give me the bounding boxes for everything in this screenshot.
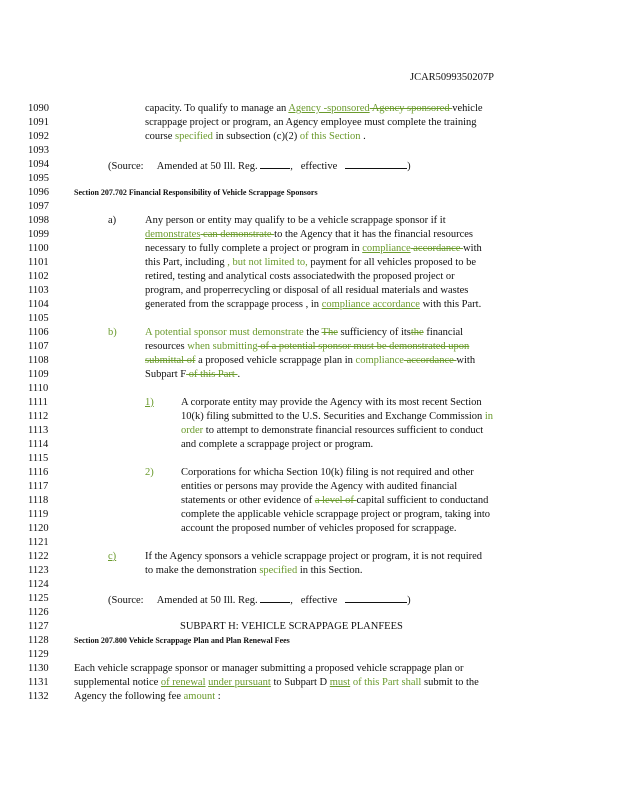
text-line-1092: course specified in subsection (c)(2) of this Section . xyxy=(145,131,366,142)
line-number: 1128 xyxy=(28,635,49,646)
text-line-1107: resources when submitting of a potential sponsor must be demonstrated upon xyxy=(145,341,470,352)
line-number: 1090 xyxy=(28,103,49,114)
text-line-1114: and complete a scrappage project or program. xyxy=(181,439,374,450)
text-line-1091: scrappage project or program, an Agency employee must complete the training xyxy=(145,117,477,128)
deleted-text: of a potential sponsor must be demonstrated upon xyxy=(257,341,470,352)
line-number: 1098 xyxy=(28,215,49,226)
line-number: 1099 xyxy=(28,229,49,240)
inserted-text: specified xyxy=(259,565,298,576)
line-number: 1097 xyxy=(28,201,49,212)
inserted-text: demonstrates xyxy=(145,229,201,240)
text-line-1118: statements or other evidence of a level of capital sufficient to conductand xyxy=(181,495,489,506)
deleted-text: of this Part xyxy=(186,369,238,380)
item-label-2: 2) xyxy=(145,467,154,478)
line-number: 1096 xyxy=(28,187,49,198)
subpart-heading-h: SUBPART H: VEHICLE SCRAPPAGE PLANFEES xyxy=(180,621,403,632)
line-number: 1131 xyxy=(28,677,49,688)
inserted-text: under pursuant xyxy=(208,677,271,688)
line-number: 1123 xyxy=(28,565,49,576)
line-number: 1125 xyxy=(28,593,49,604)
text-line-1109: Subpart F of this Part . xyxy=(145,369,241,380)
document-code: JCAR5099350207P xyxy=(410,72,495,83)
line-number: 1113 xyxy=(28,425,49,436)
text-line-1099: demonstrates can demonstrate to the Agency that it has the financial resources xyxy=(145,229,474,240)
inserted-text: must xyxy=(329,677,351,688)
deleted-text: the xyxy=(410,327,424,338)
line-number: 1130 xyxy=(28,663,49,674)
inserted-text: of renewal xyxy=(160,677,206,688)
inserted-text: in xyxy=(484,411,494,422)
deleted-text: Agency sponsored xyxy=(369,103,453,114)
line-number: 1110 xyxy=(28,383,49,394)
line-number: 1102 xyxy=(28,271,49,282)
line-number: 1093 xyxy=(28,145,49,156)
line-number: 1111 xyxy=(28,397,48,408)
line-number: 1120 xyxy=(28,523,49,534)
text-line-1090: capacity. To qualify to manage an Agency -sponsored Agency sponsored vehicle xyxy=(145,103,483,114)
line-number: 1091 xyxy=(28,117,49,128)
inserted-text: Agency -sponsored xyxy=(288,103,370,114)
deleted-text: The xyxy=(321,327,338,338)
line-number: 1121 xyxy=(28,537,49,548)
line-number: 1105 xyxy=(28,313,49,324)
text-line-1112: 10(k) filing submitted to the U.S. Securities and Exchange Commission in xyxy=(181,411,494,422)
subsection-label-b: b) xyxy=(108,327,117,338)
item-label-1: 1) xyxy=(145,397,154,408)
line-number: 1112 xyxy=(28,411,49,422)
inserted-text: compliance xyxy=(321,299,371,310)
text-line-1117: entities or persons may provide the Agency with audited financial xyxy=(181,481,458,492)
text-line-1108: submittal of a proposed vehicle scrappage plan in compliance accordance with xyxy=(145,355,476,366)
inserted-text: , but not limited to, xyxy=(227,257,308,268)
deleted-text: accordance xyxy=(410,243,464,254)
subsection-label-a: a) xyxy=(108,215,117,226)
inserted-text: accordance xyxy=(372,299,420,310)
text-line-1119: complete the applicable vehicle scrappage project or program, taking into xyxy=(181,509,491,520)
deleted-text: submittal of xyxy=(145,355,196,366)
text-line-1111: A corporate entity may provide the Agency with its most recent Section xyxy=(181,397,482,408)
inserted-text: amount xyxy=(183,691,216,702)
line-number: 1115 xyxy=(28,453,49,464)
line-number: 1107 xyxy=(28,341,49,352)
line-number: 1114 xyxy=(28,439,49,450)
source-note-1094: (Source: Amended at 50 Ill. Reg. , effective ) xyxy=(108,158,411,174)
line-number: 1103 xyxy=(28,285,49,296)
text-line-1131: supplemental notice of renewal under pursuant to Subpart D must of this Part shall submit to the xyxy=(74,677,479,688)
line-number: 1109 xyxy=(28,369,49,380)
text-line-1103: program, and properrecycling or disposal of all residual materials and wastes xyxy=(145,285,469,296)
deleted-text: a level of xyxy=(314,495,357,506)
line-number: 1100 xyxy=(28,243,49,254)
text-line-1123: to make the demonstration specified in this Section. xyxy=(145,565,363,576)
line-number: 1124 xyxy=(28,579,49,590)
text-line-1104: generated from the scrappage process , in compliance accordance with this Part. xyxy=(145,299,482,310)
inserted-text: order xyxy=(181,425,204,436)
inserted-text: of this Part shall xyxy=(350,677,422,688)
line-number: 1122 xyxy=(28,551,49,562)
line-number: 1126 xyxy=(28,607,49,618)
inserted-text: compliance xyxy=(362,243,411,254)
line-number: 1129 xyxy=(28,649,49,660)
line-number: 1094 xyxy=(28,159,49,170)
line-number: 1092 xyxy=(28,131,49,142)
text-line-1098: Any person or entity may qualify to be a vehicle scrappage sponsor if it xyxy=(145,215,446,226)
line-number: 1104 xyxy=(28,299,49,310)
subsection-label-c: c) xyxy=(108,551,117,562)
text-line-1106: A potential sponsor must demonstrate the The sufficiency of itsthe financial xyxy=(145,327,464,338)
text-line-1101: this Part, including , but not limited to, payment for all vehicles proposed to be xyxy=(145,257,476,268)
inserted-text: compliance xyxy=(355,355,404,366)
text-line-1130: Each vehicle scrappage sponsor or manager submitting a proposed vehicle scrappage plan or xyxy=(74,663,464,674)
deleted-text: can demonstrate xyxy=(200,229,275,240)
text-line-1100: necessary to fully complete a project or program in compliance accordance with xyxy=(145,243,482,254)
line-number: 1101 xyxy=(28,257,49,268)
line-number: 1106 xyxy=(28,327,49,338)
line-number: 1117 xyxy=(28,481,49,492)
line-number: 1118 xyxy=(28,495,49,506)
inserted-text: A potential sponsor must demonstrate xyxy=(145,327,304,338)
line-number: 1127 xyxy=(28,621,49,632)
text-line-1132: Agency the following fee amount : xyxy=(74,691,221,702)
deleted-text: accordance xyxy=(403,355,457,366)
line-number: 1095 xyxy=(28,173,49,184)
inserted-text: when submitting xyxy=(187,341,258,352)
inserted-text: specified xyxy=(175,131,213,142)
text-line-1116: Corporations for whicha Section 10(k) filing is not required and other xyxy=(181,467,474,478)
section-heading-207-702: Section 207.702 Financial Responsibility of Vehicle Scrappage Sponsors xyxy=(74,188,318,197)
line-number: 1132 xyxy=(28,691,49,702)
section-heading-207-800: Section 207.800 Vehicle Scrappage Plan and Plan Renewal Fees xyxy=(74,636,290,645)
line-number: 1119 xyxy=(28,509,49,520)
text-line-1102: retired, testing and analytical costs associatedwith the proposed project or xyxy=(145,271,455,282)
text-line-1122: If the Agency sponsors a vehicle scrappage project or program, it is not required xyxy=(145,551,483,562)
text-line-1120: account the proposed number of vehicles proposed for scrappage. xyxy=(181,523,457,534)
line-number: 1116 xyxy=(28,467,49,478)
source-note-1125: (Source: Amended at 50 Ill. Reg. , effective ) xyxy=(108,592,411,608)
inserted-text: of this Section xyxy=(299,131,361,142)
line-number: 1108 xyxy=(28,355,49,366)
text-line-1113: order to attempt to demonstrate financial resources sufficient to conduct xyxy=(181,425,484,436)
